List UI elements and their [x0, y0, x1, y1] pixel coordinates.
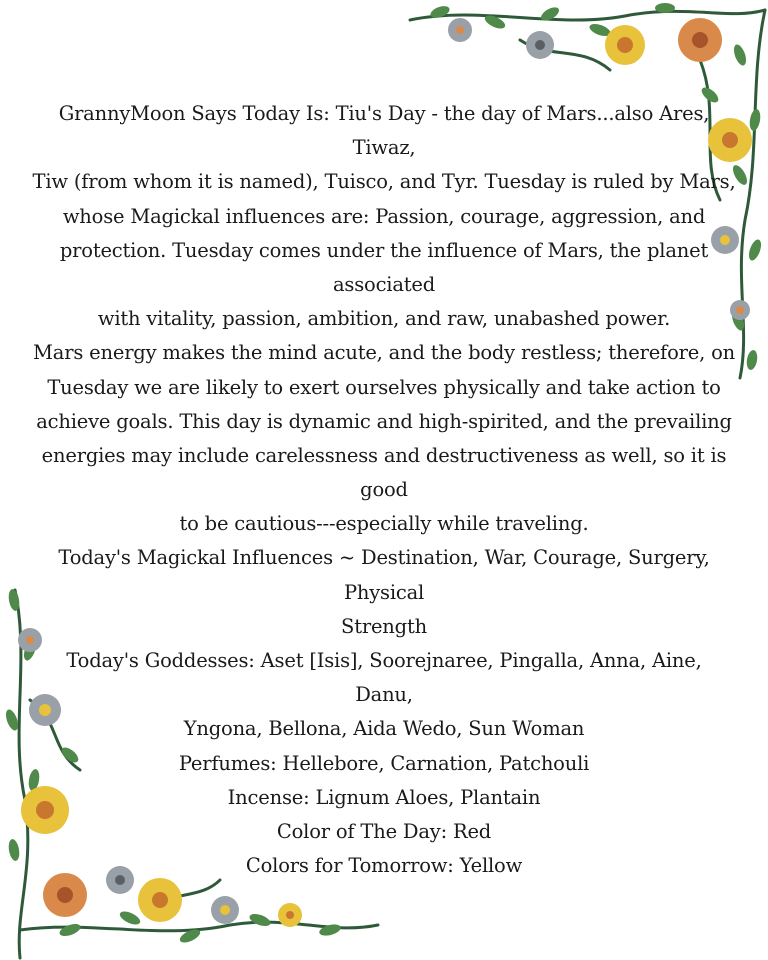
text-line: energies may include carelessness and destructiveness as well, so it is — [41, 443, 727, 467]
text-line: Incense: Lignum Aloes, Plantain — [227, 785, 541, 809]
text-line: Strength — [341, 614, 427, 638]
gray-flower-icon — [448, 18, 472, 42]
text-line: Colors for Tomorrow: Yellow — [245, 854, 523, 877]
text-line: associated — [332, 272, 436, 296]
text-line: Danu, — [355, 683, 413, 707]
text-line: Yngona, Bellona, Aida Wedo, Sun Woman — [183, 717, 585, 741]
text-line: Today's Goddesses: Aset [Isis], Soorejnaree, Pingalla, Anna, Aine, — [66, 649, 702, 672]
gray-flower-icon — [526, 31, 554, 59]
yellow-flower-icon — [138, 878, 182, 922]
text-line: Tiwaz, — [352, 136, 416, 160]
text-line: whose Magickal influences are: Passion, courage, aggression, and — [62, 204, 706, 228]
text-line: Physical — [343, 580, 425, 604]
text-line: protection. Tuesday comes under the influence of Mars, the planet — [59, 238, 709, 262]
orange-flower-icon — [678, 18, 722, 62]
yellow-flower-icon — [605, 25, 645, 65]
gray-flower-icon — [211, 896, 239, 924]
text-line: Perfumes: Hellebore, Carnation, Patchouli — [178, 751, 590, 775]
text-line: Tuesday we are likely to exert ourselves physically and take action to — [47, 375, 721, 399]
text-line: to be cautious---especially while traveling. — [179, 512, 589, 536]
text-line: GrannyMoon Says Today Is: Tiu's Day - the day of Mars...also Ares, — [58, 102, 710, 125]
daily-text — [0, 97, 768, 877]
orange-flower-icon — [43, 873, 87, 917]
text-line: achieve goals. This day is dynamic and high-spirited, and the prevailing — [36, 409, 732, 433]
text-line: Tiw (from whom it is named), Tuisco, and Tyr. Tuesday is ruled by Mars, — [32, 170, 736, 194]
text-line: good — [360, 478, 408, 502]
text-line: Color of The Day: Red — [276, 819, 492, 843]
text-line: with vitality, passion, ambition, and raw, unabashed power. — [97, 307, 671, 331]
yellow-flower-icon — [278, 903, 302, 927]
text-line: Today's Magickal Influences ~ Destination, War, Courage, Surgery, — [58, 546, 710, 570]
text-line: Mars energy makes the mind acute, and the body restless; therefore, on — [33, 341, 735, 365]
